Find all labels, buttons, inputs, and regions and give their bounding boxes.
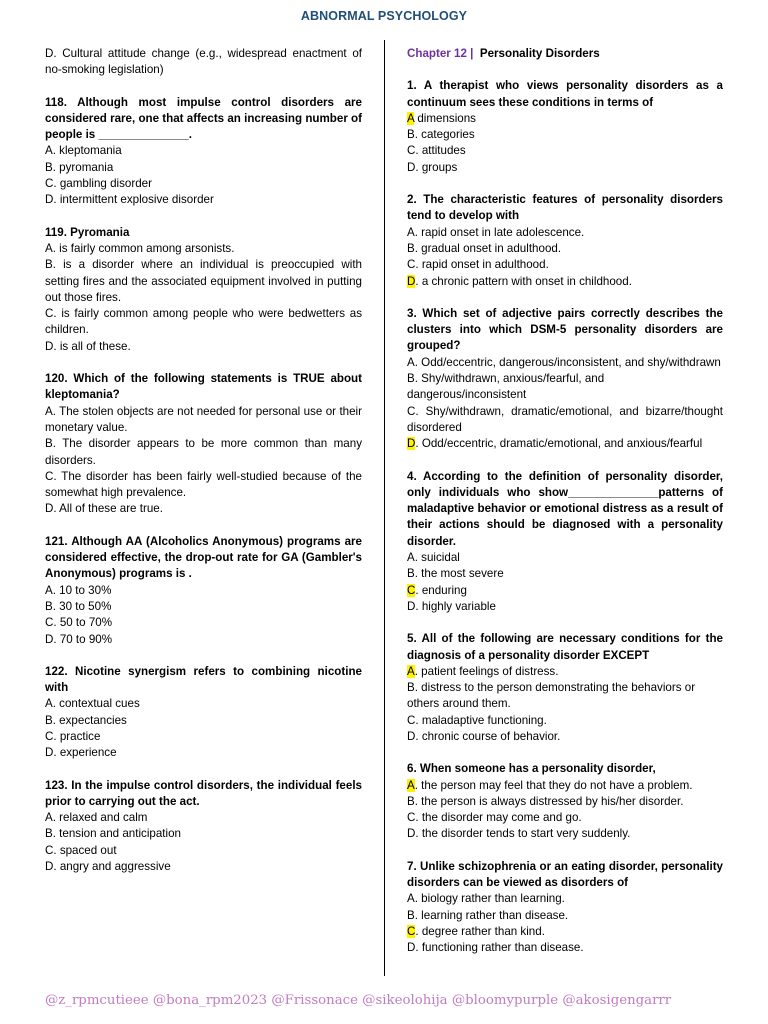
question-5 — [407, 631, 723, 745]
option-c: C. the disorder may come and go. — [407, 811, 582, 825]
right-column — [407, 46, 723, 973]
answer-highlight: A — [407, 111, 415, 125]
option-c: C. gambling disorder — [45, 177, 152, 191]
option-c: C. degree rather than kind. — [407, 924, 545, 938]
option-d: D. All of these are true. — [45, 502, 163, 516]
option-b: B. tension and anticipation — [45, 827, 182, 841]
question-stem: 3. Which set of adjective pairs correctly describes the clusters into which DSM-5 personality disorders are grouped? — [407, 306, 723, 353]
question-stem: 119. Pyromania — [45, 225, 130, 239]
option-c: C. spaced out — [45, 843, 117, 857]
answer-highlight: D — [407, 437, 416, 451]
option-d: D. is all of these. — [45, 339, 131, 353]
question-1 — [407, 78, 723, 176]
option-b: B. distress to the person demonstrating the behaviors or others around them. — [407, 681, 696, 711]
option-d: D. functioning rather than disease. — [407, 941, 584, 955]
answer-highlight: D — [407, 274, 416, 288]
question-123 — [45, 778, 362, 876]
option-a: A. Odd/eccentric, dangerous/inconsistent, and shy/withdrawn — [407, 355, 721, 369]
option-a: A. rapid onset in late adolescence. — [407, 225, 585, 239]
question-stem: 122. Nicotine synergism refers to combining nicotine with — [45, 664, 362, 695]
option-a: A. 10 to 30% — [45, 583, 112, 597]
option-d: D. angry and aggressive — [45, 860, 171, 874]
option-a: A. suicidal — [407, 551, 460, 565]
option-d: D. intermittent explosive disorder — [45, 193, 214, 207]
answer-highlight: A — [407, 778, 415, 792]
question-118 — [45, 95, 362, 209]
option-b: B. categories — [407, 128, 475, 142]
option-c: C. Shy/withdrawn, dramatic/emotional, and bizarre/thought disordered — [407, 404, 723, 434]
footer-credits: @z_rpmcutieee @bona_rpm2023 @Frissonace @sikeolohija @bloomypurple @akosigengarrr — [45, 993, 672, 1008]
question-4 — [407, 469, 723, 616]
chapter-heading — [407, 46, 723, 62]
option-b: B. learning rather than disease. — [407, 908, 569, 922]
option-d: D. Odd/eccentric, dramatic/emotional, and anxious/fearful — [407, 437, 703, 451]
option-c: C. rapid onset in adulthood. — [407, 258, 549, 272]
option-b: B. expectancies — [45, 713, 127, 727]
option-a: A. patient feelings of distress. — [407, 664, 559, 678]
option: D. Cultural attitude change (e.g., widespread enactment of no-smoking legislation) — [45, 47, 362, 77]
option-c: C. enduring — [407, 583, 467, 597]
question-stem: 6. When someone has a personality disorder, — [407, 762, 656, 776]
question-stem: 121. Although AA (Alcoholics Anonymous) programs are considered effective, the drop-out rate for GA (Gambler's Anonymous) programs is . — [45, 534, 362, 581]
option-d: D. chronic course of behavior. — [407, 729, 561, 743]
question-119 — [45, 225, 362, 355]
option-b: B. 30 to 50% — [45, 599, 112, 613]
chapter-label: Chapter 12 | — [407, 47, 474, 60]
option-a: A. kleptomania — [45, 144, 122, 158]
document-title: ABNORMAL PSYCHOLOGY — [300, 9, 468, 23]
answer-highlight: A — [407, 664, 415, 678]
option-b: B. The disorder appears to be more common than many disorders. — [45, 437, 362, 467]
option-a: A. The stolen objects are not needed for personal use or their monetary value. — [45, 404, 362, 434]
option-b: B. pyromania — [45, 160, 114, 174]
option-d: D. groups — [407, 160, 458, 174]
option-c: C. practice — [45, 729, 101, 743]
option-b: B. the person is always distressed by his/her disorder. — [407, 794, 684, 808]
option-d: D. a chronic pattern with onset in childhood. — [407, 274, 632, 288]
option-a: A. biology rather than learning. — [407, 892, 565, 906]
option-b: B. is a disorder where an individual is preoccupied with setting fires and the associated equipment involved in putting out those fires. — [45, 258, 362, 304]
option-b: B. the most severe — [407, 567, 504, 581]
option-c: C. is fairly common among people who were bedwetters as children. — [45, 307, 362, 337]
question-stem: 7. Unlike schizophrenia or an eating disorder, personality disorders can be viewed as disorders of — [407, 859, 723, 890]
question-stem: 5. All of the following are necessary conditions for the diagnosis of a personality disorder EXCEPT — [407, 632, 723, 662]
option-a: A. is fairly common among arsonists. — [45, 241, 235, 255]
option-d: D. experience — [45, 746, 117, 760]
question-stem: 118. Although most impulse control disorders are considered rare, one that affects an increasing number of people is ______________. — [45, 95, 362, 142]
question-121 — [45, 534, 362, 648]
question-stem: 1. A therapist who views personality disorders as a continuum sees these conditions in terms of — [407, 79, 723, 109]
option-a: A. the person may feel that they do not have a problem. — [407, 778, 693, 792]
question-3 — [407, 306, 723, 453]
question-stem: 120. Which of the following statements is TRUE about kleptomania? — [45, 372, 362, 402]
question-stem: 123. In the impulse control disorders, the individual feels prior to carrying out the act. — [45, 778, 362, 808]
option-d: D. 70 to 90% — [45, 632, 113, 646]
option-a: A. contextual cues — [45, 697, 140, 711]
question-120 — [45, 371, 362, 518]
option-c: C. maladaptive functioning. — [407, 713, 547, 727]
column-divider — [384, 40, 385, 976]
chapter-title: Personality Disorders — [479, 47, 600, 60]
question-122 — [45, 664, 362, 762]
option-a: A. relaxed and calm — [45, 811, 148, 825]
option-d: D. the disorder tends to start very suddenly. — [407, 827, 631, 841]
question-6 — [407, 761, 723, 842]
option-c: C. attitudes — [407, 144, 466, 158]
carried-over-option — [45, 46, 362, 79]
left-column — [45, 46, 362, 891]
question-2 — [407, 192, 723, 290]
question-stem: 4. According to the definition of personality disorder, only individuals who show______________patterns of maladaptive behavior or emotional distress as a result of their actions should be diagnosed with a personality disorder. — [407, 469, 723, 548]
option-c: C. 50 to 70% — [45, 616, 113, 630]
answer-highlight: C — [407, 583, 416, 597]
option-b: B. gradual onset in adulthood. — [407, 241, 562, 255]
question-stem: 2. The characteristic features of personality disorders tend to develop with — [407, 193, 723, 223]
option-a: A dimensions — [407, 111, 476, 125]
question-7 — [407, 859, 723, 957]
option-d: D. highly variable — [407, 599, 496, 613]
option-c: C. The disorder has been fairly well-studied because of the somewhat high prevalence. — [45, 469, 362, 500]
option-b: B. Shy/withdrawn, anxious/fearful, and dangerous/inconsistent — [407, 372, 605, 402]
answer-highlight: C — [407, 924, 416, 938]
